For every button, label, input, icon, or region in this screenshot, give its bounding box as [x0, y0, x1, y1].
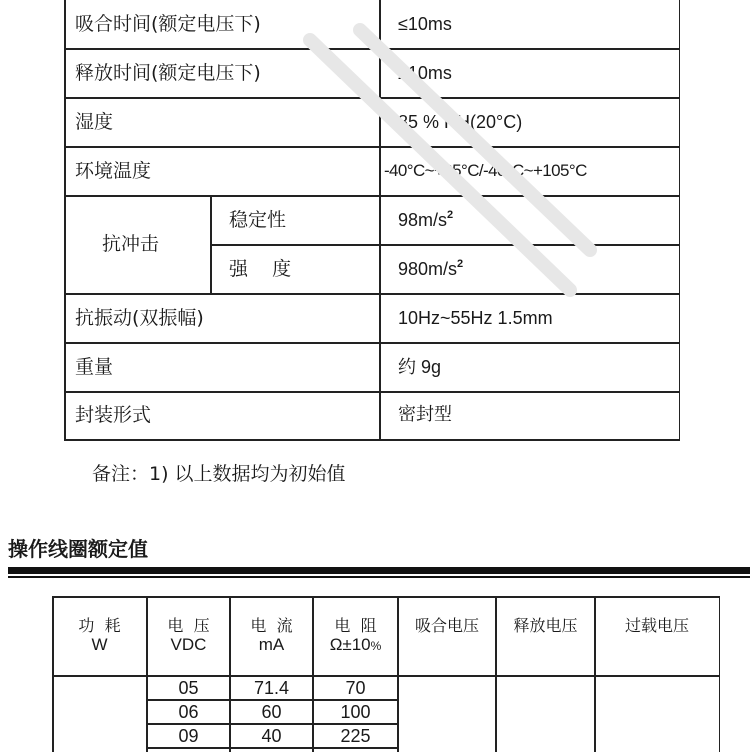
header-voltage — [147, 616, 230, 654]
header-release-voltage: 释放电压 — [513, 616, 578, 635]
header-label: 功 耗 — [78, 616, 121, 635]
footnote: 备注：1) 以上数据均为初始值 — [92, 463, 346, 485]
spec-value: -40°C~+85°C/-40°C~+105°C — [384, 161, 587, 180]
spec-value: 约 9g — [398, 357, 442, 377]
voltage-cell: 06 — [178, 702, 199, 722]
shock-strength-value: $980m/s^2$ — [398, 258, 464, 279]
header-unit: Ω±10% — [329, 635, 382, 654]
table-top-border — [52, 596, 720, 598]
header-overload-voltage: 过载电压 — [624, 616, 689, 635]
header-label: 电 流 — [250, 616, 293, 635]
row-divider — [64, 146, 680, 148]
current-cell: 71.4 — [253, 678, 290, 698]
spec-table — [64, 0, 680, 441]
spec-label: 环境温度 — [75, 160, 152, 182]
voltage-cell: 09 — [178, 726, 199, 746]
current-cell: 60 — [261, 702, 282, 722]
section-rule — [8, 567, 750, 574]
table-right-border — [679, 0, 681, 441]
row-divider — [64, 48, 680, 50]
row-divider — [64, 391, 680, 393]
resistance-cell: 100 — [340, 702, 371, 722]
unit-exponent: 2 — [447, 209, 454, 221]
header-pickup-voltage: 吸合电压 — [414, 616, 479, 635]
row-divider — [64, 195, 680, 197]
row-divider — [210, 244, 680, 246]
spec-label: 释放时间(额定电压下) — [75, 62, 261, 84]
spec-value: ≤10ms — [398, 63, 452, 83]
column-divider — [379, 0, 381, 441]
table-bottom-border — [64, 439, 680, 441]
shock-stability-value: $98m/s^2$ — [398, 209, 454, 230]
spec-value: 密封型 — [398, 404, 452, 425]
current-cell: 40 — [261, 726, 282, 746]
resistance-cell: 225 — [340, 726, 371, 746]
spec-value: ≤10ms — [398, 14, 452, 34]
row-divider — [64, 293, 680, 295]
column-divider — [210, 195, 212, 293]
shock-strength-label: 强 度 — [229, 258, 292, 280]
header-unit: W — [91, 635, 108, 654]
unit-exponent: 2 — [457, 258, 464, 270]
table-left-border — [64, 0, 66, 441]
row-divider — [64, 342, 680, 344]
header-unit: VDC — [170, 635, 207, 654]
section-title: 操作线圈额定值 — [8, 537, 148, 561]
header-label: 电 阻 — [334, 616, 377, 635]
spec-label: 重量 — [75, 356, 114, 378]
row-divider — [64, 97, 680, 99]
voltage-cell: 05 — [178, 678, 199, 698]
header-label: 电 压 — [167, 616, 210, 635]
resistance-cell: 70 — [345, 678, 366, 698]
spec-value: 10Hz~55Hz 1.5mm — [398, 308, 553, 328]
coil-table — [52, 596, 720, 752]
header-resistance — [313, 616, 398, 656]
spec-value: 85 % RH(20°C) — [398, 112, 523, 132]
row-divider — [146, 747, 397, 749]
header-unit: mA — [258, 635, 285, 654]
section-rule — [8, 576, 750, 578]
spec-label: 封装形式 — [75, 404, 152, 426]
spec-label: 吸合时间(额定电压下) — [75, 13, 261, 35]
shock-label: 抗冲击 — [102, 233, 160, 255]
spec-label: 湿度 — [75, 111, 114, 133]
header-power — [52, 616, 147, 654]
header-current — [230, 616, 313, 654]
spec-label: 抗振动(双振幅) — [75, 307, 204, 329]
shock-stability-label: 稳定性 — [229, 209, 287, 231]
